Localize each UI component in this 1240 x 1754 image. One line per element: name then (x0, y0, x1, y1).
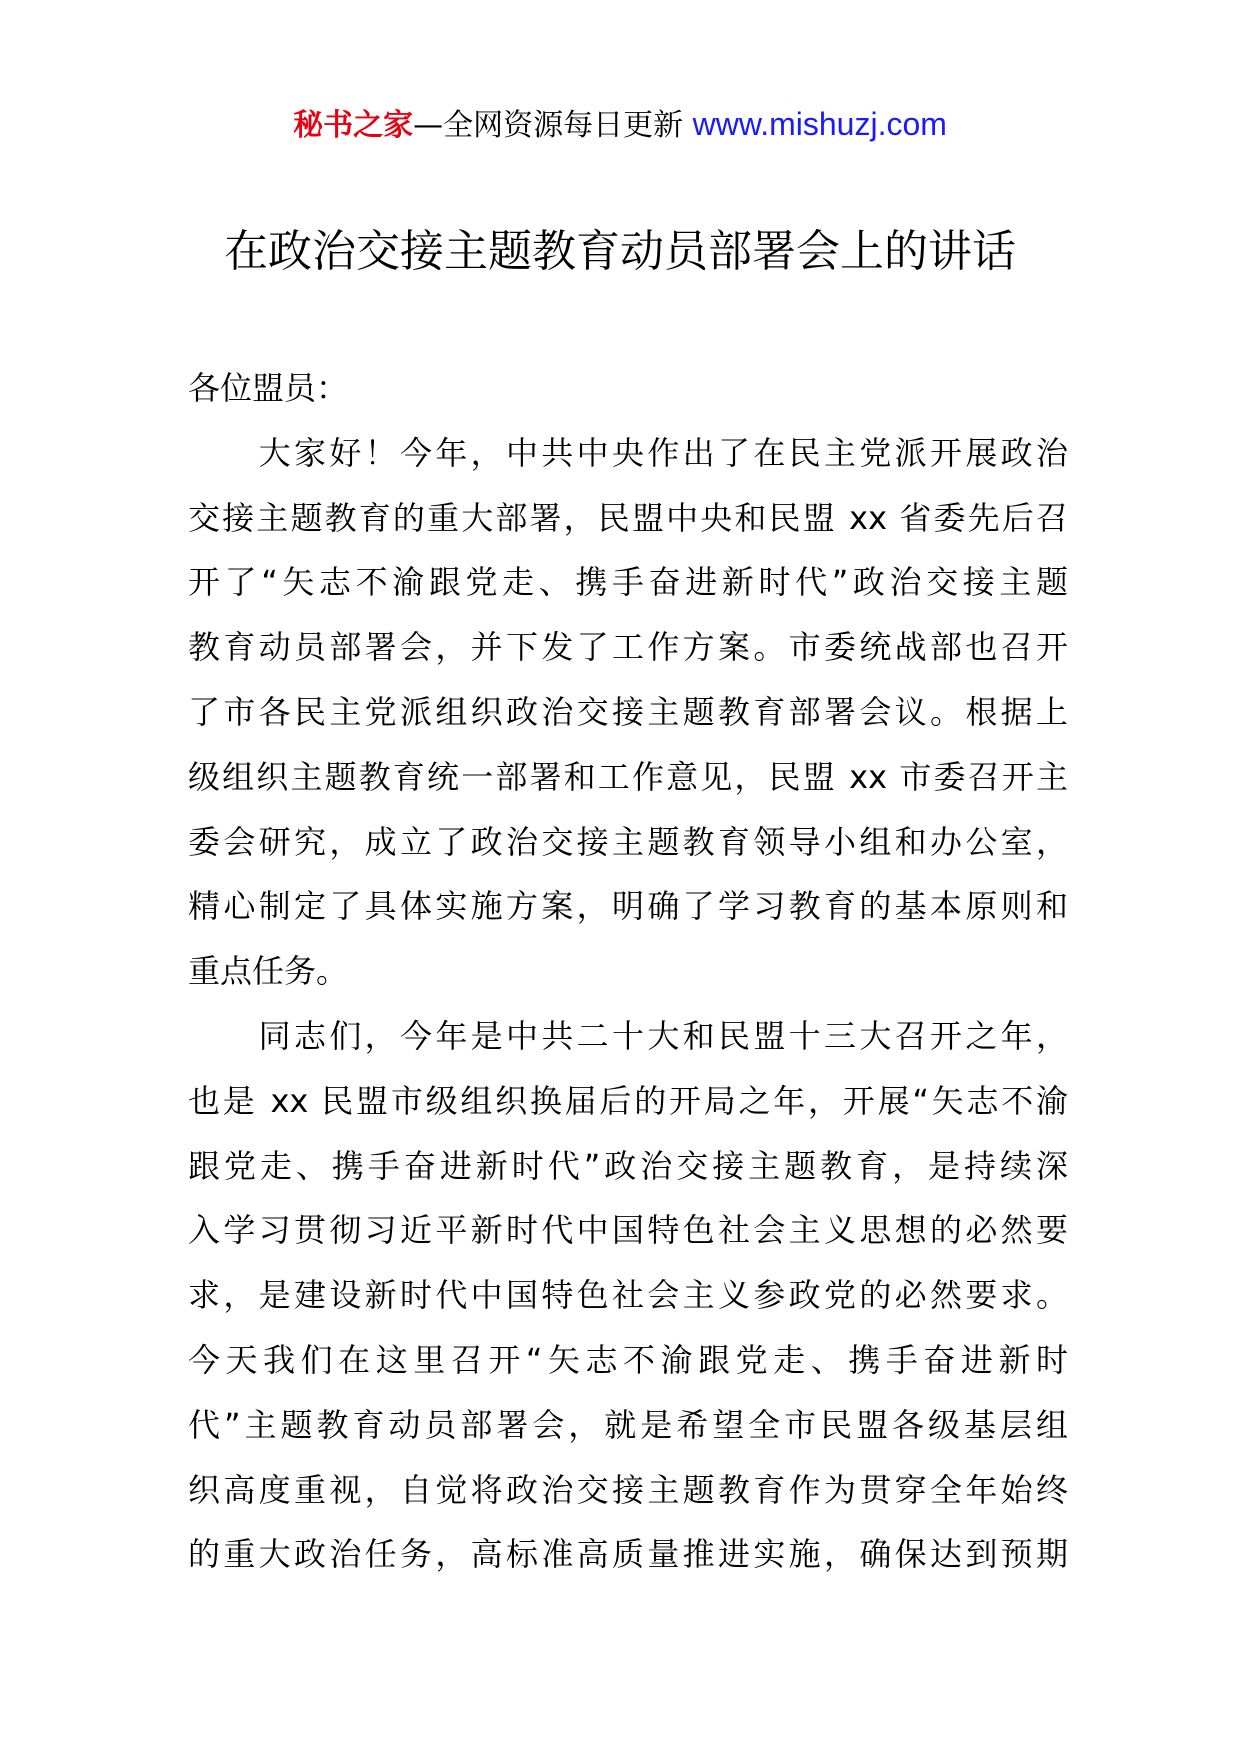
salutation: 各位盟员： (188, 369, 349, 407)
brand-name: 秘书之家 (293, 108, 414, 143)
paragraph-line: 教育动员部署会，并下发了工作方案。市委统战部也召开 (188, 628, 1068, 667)
paragraph-line: 同志们，今年是中共二十大和民盟十三大召开之年， (188, 1016, 1068, 1055)
document-title: 在政治交接主题教育动员部署会上的讲话 (224, 226, 1016, 277)
paragraph-line: 代”主题教育动员部署会，就是希望全市民盟各级基层组 (188, 1405, 1068, 1444)
paragraph-line: 大家好！今年，中共中央作出了在民主党派开展政治 (188, 433, 1068, 472)
paragraph-line: 今天我们在这里召开“矢志不渝跟党走、携手奋进新时 (188, 1340, 1068, 1379)
paragraph-line: 了市各民主党派组织政治交接主题教育部署会议。根据上 (188, 692, 1068, 731)
site-url-link[interactable]: www.mishuzj.com (692, 106, 947, 142)
paragraph-line: 也是 xx 民盟市级组织换届后的开局之年，开展“矢志不渝 (188, 1081, 1068, 1120)
document-body (188, 356, 1068, 1587)
paragraph-line: 的重大政治任务，高标准高质量推进实施，确保达到预期 (188, 1535, 1068, 1574)
paragraph-line: 求，是建设新时代中国特色社会主义参政党的必然要求。 (188, 1276, 1068, 1315)
paragraph-line: 委会研究，成立了政治交接主题教育领导小组和办公室， (188, 822, 1068, 861)
site-header (0, 100, 1240, 150)
paragraph-line: 交接主题教育的重大部署，民盟中央和民盟 xx 省委先后召 (188, 498, 1068, 537)
paragraph-line: 跟党走、携手奋进新时代”政治交接主题教育，是持续深 (188, 1146, 1068, 1185)
header-slogan: —全网资源每日更新 (413, 108, 693, 143)
paragraph-line: 入学习贯彻习近平新时代中国特色社会主义思想的必然要 (188, 1211, 1068, 1250)
paragraph-line: 级组织主题教育统一部署和工作意见，民盟 xx 市委召开主 (188, 757, 1068, 796)
paragraph-line: 开了“矢志不渝跟党走、携手奋进新时代”政治交接主题 (188, 563, 1068, 602)
paragraph-line: 重点任务。 (188, 952, 349, 991)
paragraph-2 (188, 1004, 1068, 1587)
paragraph-line: 织高度重视，自觉将政治交接主题教育作为贯穿全年始终 (188, 1470, 1068, 1509)
paragraph-1 (188, 421, 1068, 1004)
paragraph-line: 精心制定了具体实施方案，明确了学习教育的基本原则和 (188, 887, 1068, 926)
